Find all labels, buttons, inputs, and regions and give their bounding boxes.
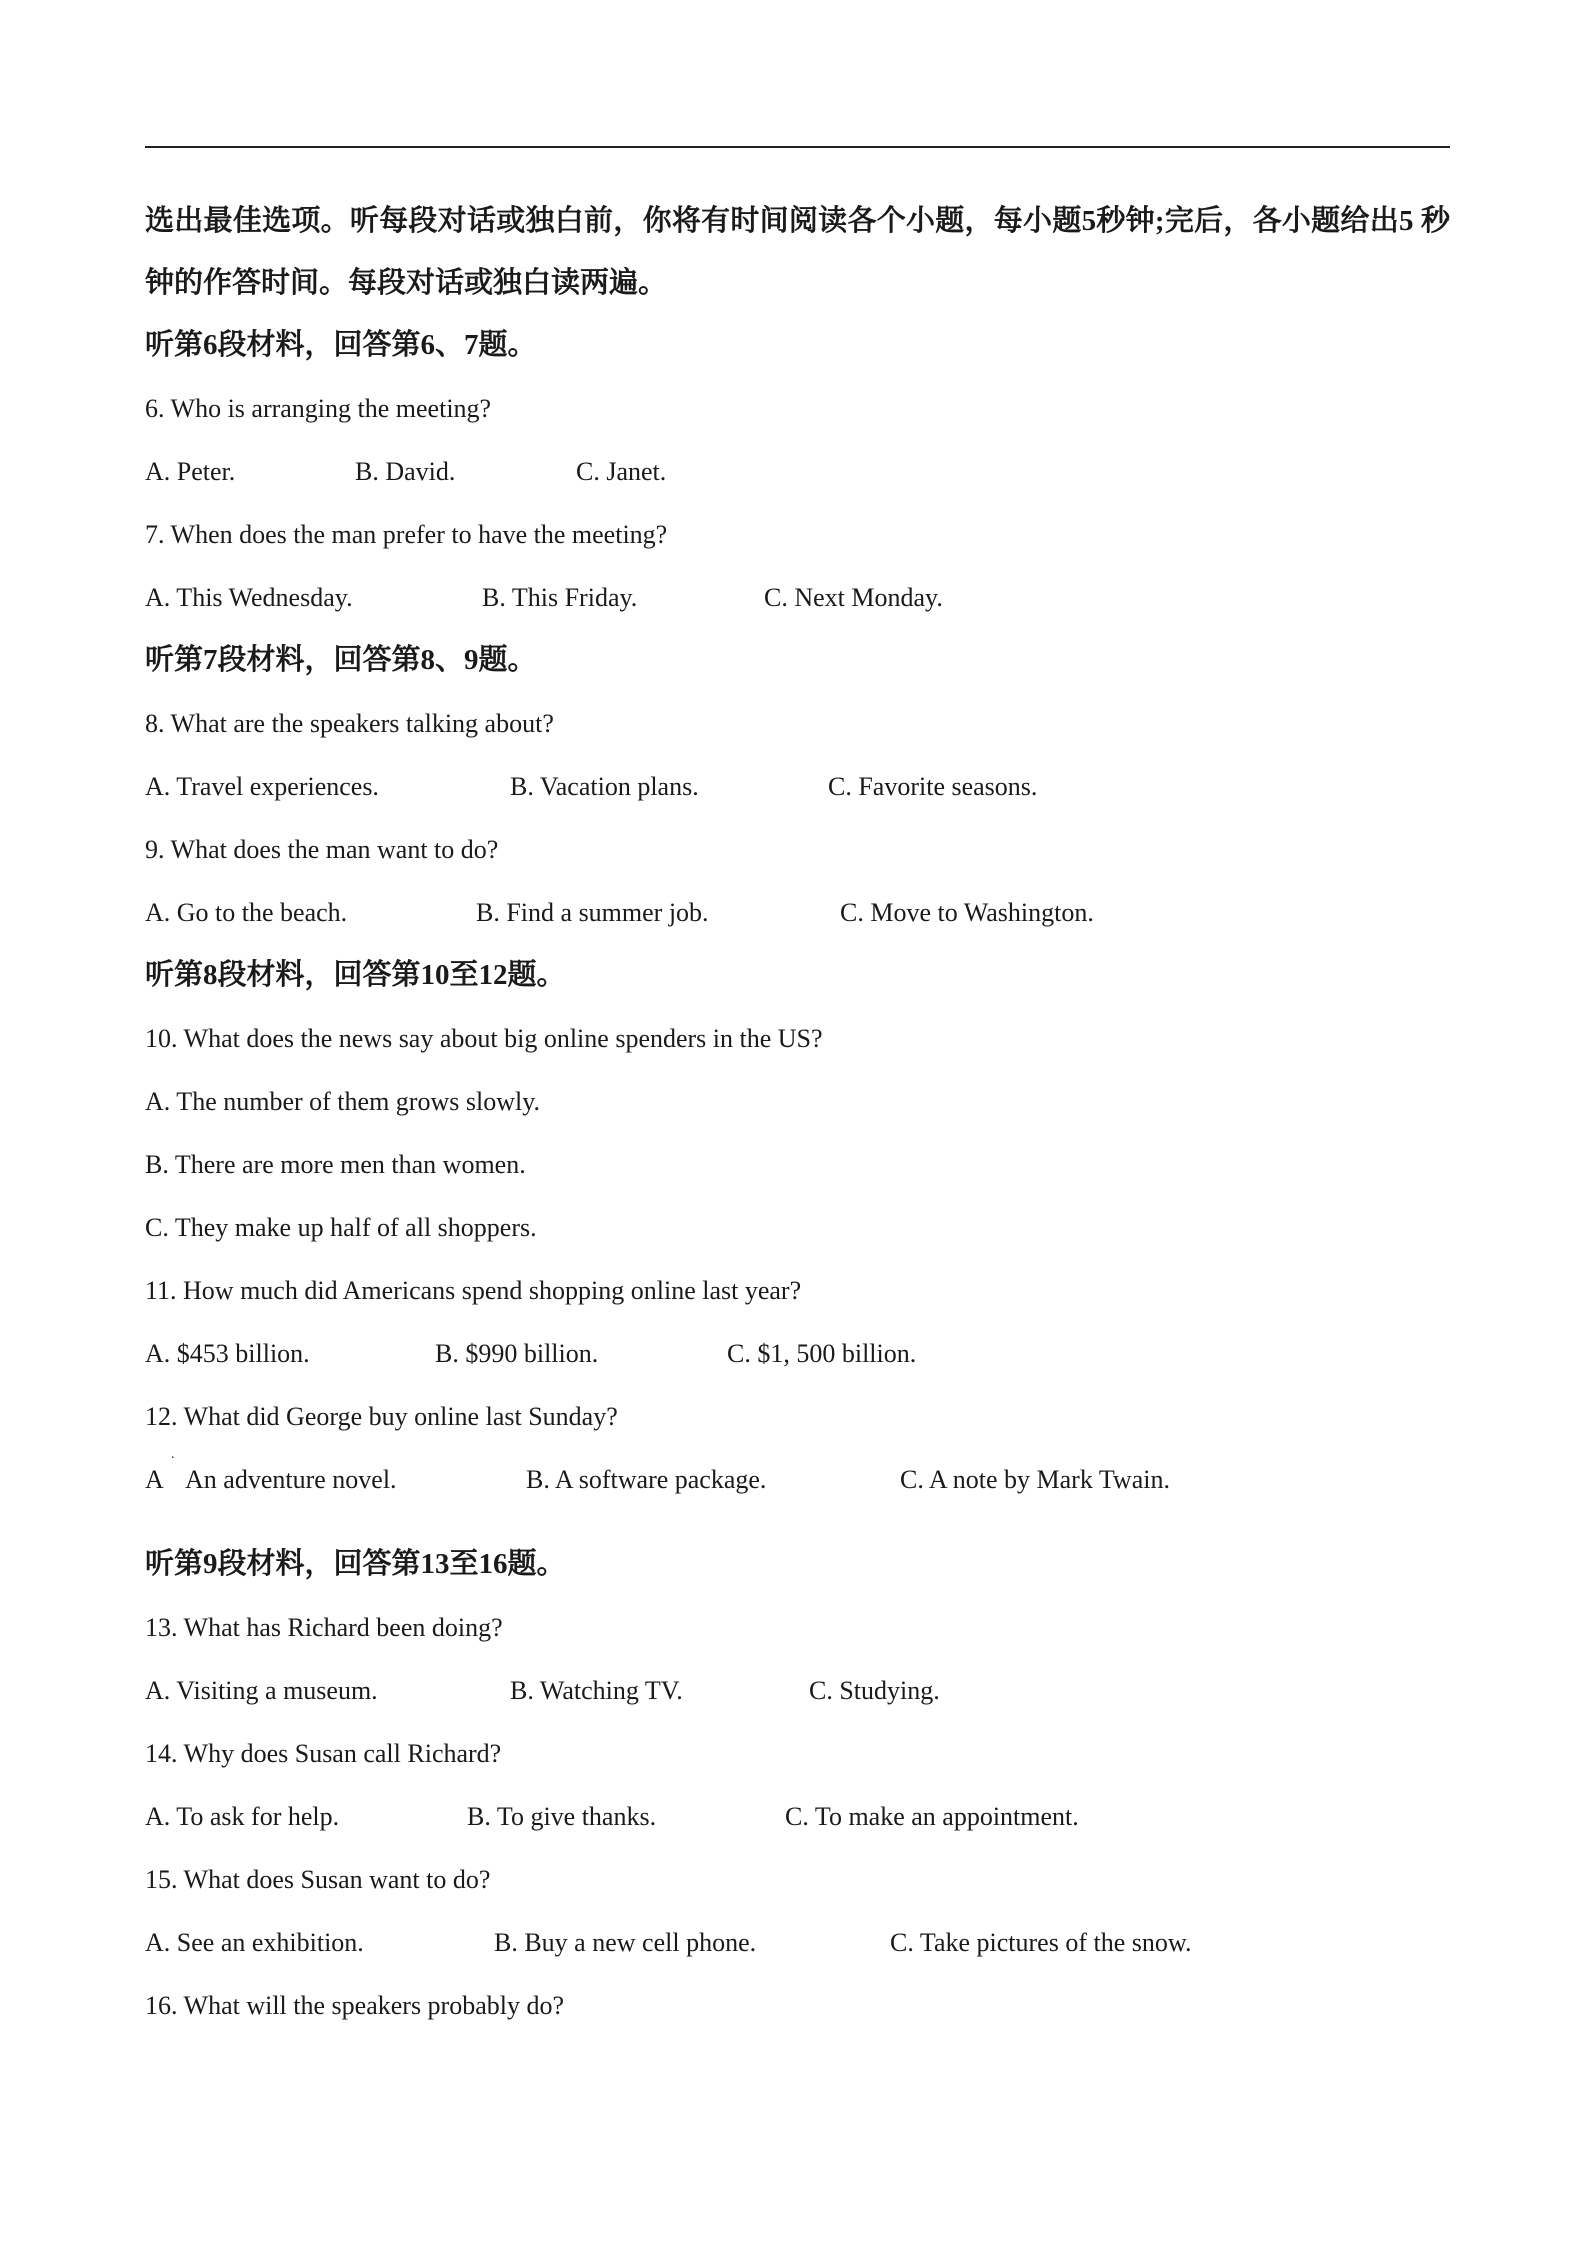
option-15c: C. Take pictures of the snow.	[890, 1928, 1192, 1957]
options-14	[145, 1785, 1450, 1848]
option-14b: B. To give thanks.	[467, 1802, 657, 1831]
options-15	[145, 1911, 1450, 1974]
header-rule	[145, 146, 1450, 148]
question-11: 11. How much did Americans spend shopping online last year?	[145, 1276, 802, 1305]
option-12a: An adventure novel.	[185, 1465, 397, 1494]
section-heading-9: 听第9段材料，回答第13至16题。	[145, 1548, 566, 1580]
options-8	[145, 755, 1450, 818]
option-7b: B. This Friday.	[482, 583, 638, 612]
question-8: 8. What are the speakers talking about?	[145, 709, 554, 738]
question-7: 7. When does the man prefer to have the meeting?	[145, 520, 668, 549]
page-content	[145, 190, 1450, 2037]
options-9	[145, 881, 1450, 944]
option-7c: C. Next Monday.	[764, 583, 943, 612]
option-8b: B. Vacation plans.	[510, 772, 699, 801]
options-13	[145, 1659, 1450, 1722]
option-10c: C. They make up half of all shoppers.	[145, 1213, 537, 1242]
option-6b: B. David.	[355, 457, 456, 486]
option-6a: A. Peter.	[145, 457, 236, 486]
option-12a-letter: A	[145, 1465, 164, 1494]
option-8c: C. Favorite seasons.	[828, 772, 1038, 801]
question-15: 15. What does Susan want to do?	[145, 1865, 491, 1894]
options-6	[145, 440, 1450, 503]
section-heading-6: 听第6段材料，回答第6、7题。	[145, 329, 537, 361]
section-heading-7: 听第7段材料，回答第8、9题。	[145, 644, 537, 676]
option-10b: B. There are more men than women.	[145, 1150, 526, 1179]
option-6c: C. Janet.	[576, 457, 667, 486]
option-15b: B. Buy a new cell phone.	[494, 1928, 757, 1957]
question-16: 16. What will the speakers probably do?	[145, 1991, 565, 2020]
option-11b: B. $990 billion.	[435, 1339, 599, 1368]
question-14: 14. Why does Susan call Richard?	[145, 1739, 502, 1768]
options-12	[145, 1448, 1450, 1511]
question-9: 9. What does the man want to do?	[145, 835, 499, 864]
question-13: 13. What has Richard been doing?	[145, 1613, 503, 1642]
spacer	[145, 1511, 1450, 1533]
question-10: 10. What does the news say about big online spenders in the US?	[145, 1024, 823, 1053]
option-11a: A. $453 billion.	[145, 1339, 310, 1368]
option-8a: A. Travel experiences.	[145, 772, 379, 801]
option-14c: C. To make an appointment.	[785, 1802, 1079, 1831]
option-13b: B. Watching TV.	[510, 1676, 683, 1705]
option-12a-dot: .	[171, 1447, 175, 1462]
section-instructions: 选出最佳选项。听每段对话或独白前，你将有时间阅读各个小题，每小题5秒钟;完后，各小题给出5 秒钟的作答时间。每段对话或独白读两遍。	[145, 205, 1450, 299]
option-13a: A. Visiting a museum.	[145, 1676, 378, 1705]
options-7	[145, 566, 1450, 629]
option-13c: C. Studying.	[809, 1676, 940, 1705]
option-9a: A. Go to the beach.	[145, 898, 348, 927]
option-14a: A. To ask for help.	[145, 1802, 340, 1831]
question-6: 6. Who is arranging the meeting?	[145, 394, 492, 423]
option-10a: A. The number of them grows slowly.	[145, 1087, 541, 1116]
section-heading-8: 听第8段材料，回答第10至12题。	[145, 959, 566, 991]
option-11c: C. $1, 500 billion.	[727, 1339, 917, 1368]
option-12c: C. A note by Mark Twain.	[900, 1465, 1170, 1494]
options-11	[145, 1322, 1450, 1385]
option-7a: A. This Wednesday.	[145, 583, 353, 612]
option-9c: C. Move to Washington.	[840, 898, 1094, 927]
option-9b: B. Find a summer job.	[476, 898, 709, 927]
option-12b: B. A software package.	[526, 1465, 767, 1494]
question-12: 12. What did George buy online last Sunday?	[145, 1402, 618, 1431]
option-15a: A. See an exhibition.	[145, 1928, 364, 1957]
